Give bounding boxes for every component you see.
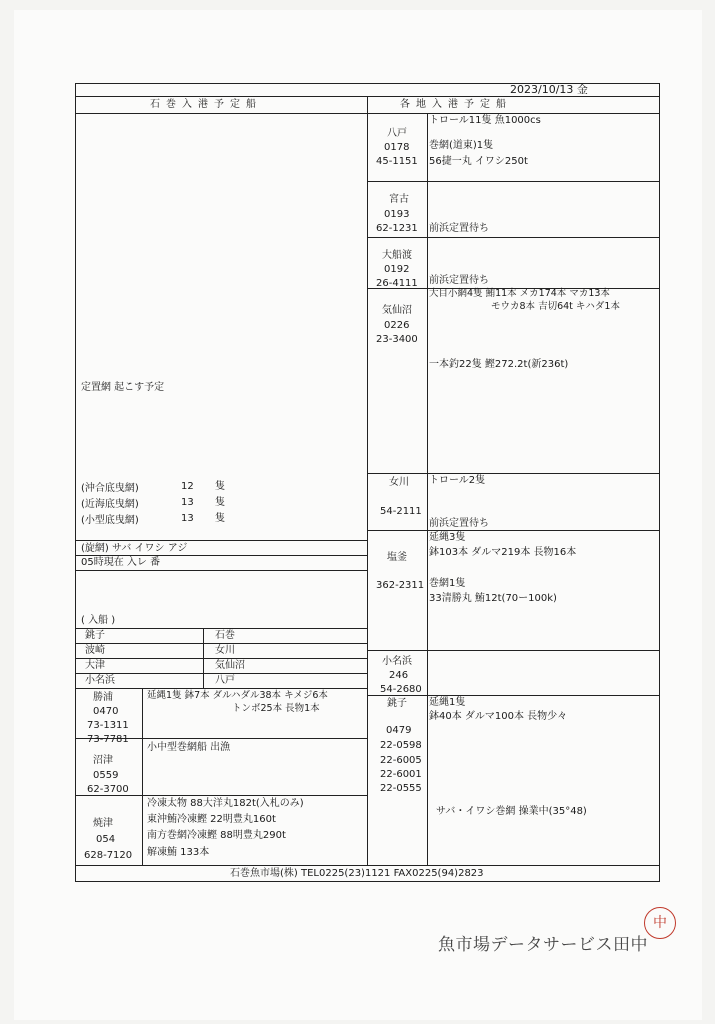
left-rule [75,643,367,644]
port-tel: 45-1151 [376,156,418,167]
status-line: 05時現在 入レ 番 [81,557,161,568]
pair-left: 大津 [85,660,105,671]
teichi-note: 定置網 起こす予定 [81,382,165,393]
left-rule [75,570,367,571]
port-name-ofunato: 大船渡 [382,250,412,261]
left-rule [75,555,367,556]
port-line: 延縄1隻 [429,697,466,708]
footer-contact: 石巻魚市場(株) TEL0225(23)1121 FAX0225(94)2823 [230,868,484,879]
pair-right: 気仙沼 [215,660,245,671]
right-rule [367,650,659,651]
port-tel: 362-2311 [376,580,425,591]
port-line: 56捷一丸 イワシ250t [429,156,528,167]
port-tel: 0192 [384,264,410,275]
trawl-label: (沖合底曳網) [81,483,139,494]
port-line: 鉢40本 ダルマ100本 長物少々 [429,711,568,722]
port-tel: 0178 [384,142,410,153]
port-tel: 26-4111 [376,278,418,289]
port-tel: 054 [96,834,116,845]
left-rule [75,688,367,689]
right-rule [367,473,659,474]
pair-right: 八戸 [215,675,235,686]
port-tel: 628-7120 [84,850,133,861]
port-name-kesennuma: 気仙沼 [382,305,412,316]
port-line: 解凍鮪 133本 [147,847,210,858]
frame-bottom [75,881,660,882]
port-name-yaizu: 焼津 [93,818,113,829]
seal-stamp: 中 [644,907,676,939]
port-line: 前浜定置待ち [429,275,489,286]
port-tel: 0470 [93,706,119,717]
port-line: 南方巻網冷凍鰹 88明豊丸290t [147,830,286,841]
port-name-choshi: 銚子 [387,698,407,709]
port-tel: 22-0555 [380,783,422,794]
trawl-count: 12 [181,481,194,492]
port-tel: 23-3400 [376,334,418,345]
makiami-line: (旋網) サバ イワシ アジ [81,543,188,554]
left-rule [75,540,367,541]
port-tel: 22-6001 [380,769,422,780]
port-name-numazu: 沼津 [93,755,113,766]
port-tel: 54-2680 [380,684,422,695]
trawl-count: 13 [181,513,194,524]
right-rule [367,181,659,182]
column-divider [367,96,368,865]
port-line: 鉢103本 ダルマ219本 長物16本 [429,547,577,558]
right-port-divider [427,113,428,865]
nyusen-label: ( 入船 ) [81,615,116,626]
pair-left: 小名浜 [85,675,115,686]
port-tel: 22-6005 [380,755,422,766]
right-rule [367,530,659,531]
frame-left [75,83,76,881]
port-tel: 0559 [93,770,119,781]
signature-text: 魚市場データサービス田中 [438,935,648,955]
port-line: 冷凍太物 88大洋丸182t(入札のみ) [147,798,304,809]
port-tel: 62-1231 [376,223,418,234]
pair-right: 石巻 [215,630,235,641]
port-line: トロール11隻 魚1000cs [429,115,541,126]
right-column-title: 各地入港予定船 [400,99,512,110]
port-line: 巻網(道東)1隻 [429,140,494,151]
frame-right [659,83,660,881]
left-rule [75,673,367,674]
port-tel: 73-1311 [87,720,129,731]
trawl-unit: 隻 [215,481,225,492]
port-line: 大目小網4隻 鮪11本 メカ174本 マカ13本 [429,288,610,299]
left-rule [75,658,367,659]
port-name-onahama: 小名浜 [382,656,412,667]
left-column-title: 石巻入港予定船 [150,99,262,110]
port-line: サバ・イワシ巻網 操業中(35°48) [436,806,587,817]
trawl-unit: 隻 [215,497,225,508]
pair-left: 銚子 [85,630,105,641]
port-line: モウカ8本 吉切64t キハダ1本 [491,301,620,312]
port-line: 前浜定置待ち [429,518,489,529]
port-line: 延縄3隻 [429,532,466,543]
port-line: 巻網1隻 [429,578,466,589]
left-rule [75,628,367,629]
port-tel: 22-0598 [380,740,422,751]
port-tel: 62-3700 [87,784,129,795]
port-tel: 0193 [384,209,410,220]
trawl-label: (近海底曳網) [81,499,139,510]
port-tel: 73-7781 [87,734,129,745]
port-line: トンボ25本 長物1本 [232,703,320,714]
port-tel: 246 [389,670,409,681]
footer-divider [75,865,660,866]
port-name-hachinohe: 八戸 [387,128,407,139]
port-tel: 0479 [386,725,412,736]
left-port-divider [142,688,143,865]
pairs-divider [203,628,204,688]
port-name-onagawa: 女川 [389,477,409,488]
port-line: 東沖鮪冷凍鰹 22明豊丸160t [147,814,276,825]
pair-right: 女川 [215,645,235,656]
port-line: トロール2隻 [429,475,486,486]
port-line: 前浜定置待ち [429,223,489,234]
right-rule [367,237,659,238]
trawl-unit: 隻 [215,513,225,524]
port-tel: 0226 [384,320,410,331]
port-name-katsuura: 勝浦 [93,692,113,703]
port-line: 小中型巻網船 出漁 [147,742,231,753]
report-date: 2023/10/13 金 [510,83,588,96]
trawl-label: (小型底曳網) [81,515,139,526]
port-name-shiogama: 塩釜 [387,552,407,563]
trawl-count: 13 [181,497,194,508]
port-line: 延縄1隻 鉢7本 ダルハダル38本 キメジ6本 [147,690,328,701]
port-tel: 54-2111 [380,506,422,517]
pair-left: 波崎 [85,645,105,656]
port-line: 33清勝丸 鮪12t(70ー100k) [429,593,557,604]
port-line: 一本釣22隻 鰹272.2t(新236t) [429,359,569,370]
port-name-miyako: 宮古 [389,194,409,205]
